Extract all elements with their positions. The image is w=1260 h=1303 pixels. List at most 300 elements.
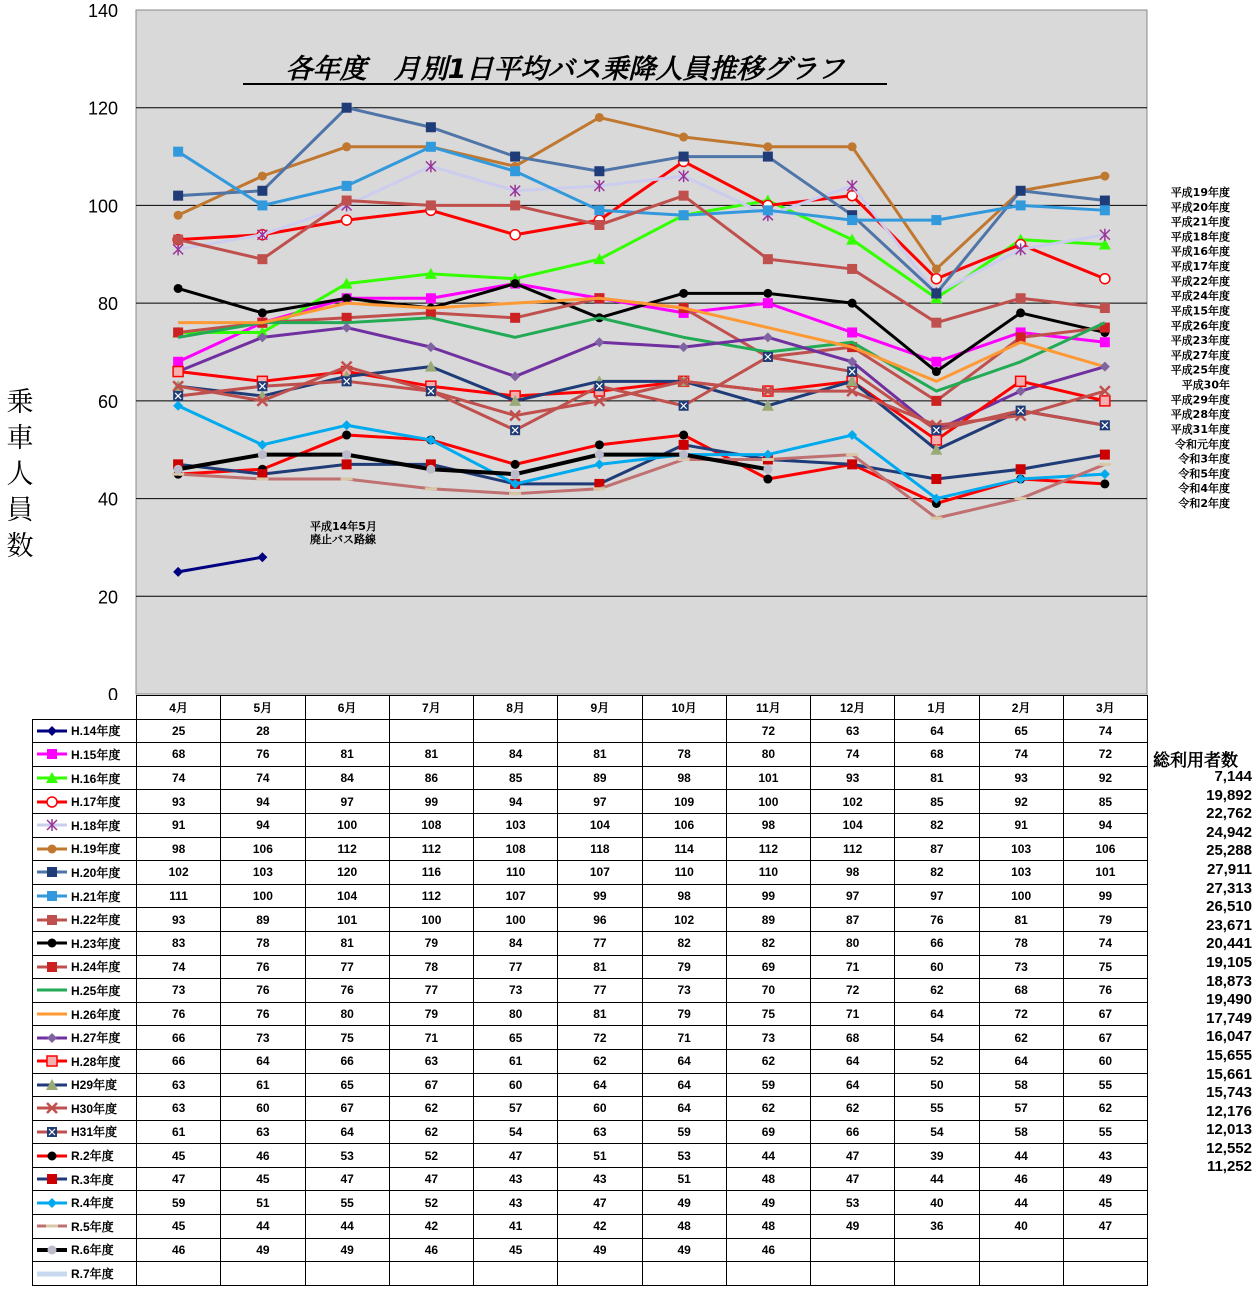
table-cell: 81 xyxy=(305,743,389,767)
table-cell: 107 xyxy=(558,861,642,885)
data-point xyxy=(256,478,268,481)
table-cell: 93 xyxy=(979,766,1063,790)
table-cell: 62 xyxy=(895,979,979,1003)
right-series-label: 平成27年度 xyxy=(1170,348,1230,362)
data-point xyxy=(173,235,183,245)
legend-entry xyxy=(33,884,137,908)
table-cell: 100 xyxy=(979,884,1063,908)
y-tick-label: 100 xyxy=(87,196,118,217)
table-cell: 76 xyxy=(305,979,389,1003)
table-cell: 44 xyxy=(305,1215,389,1239)
table-row xyxy=(33,743,1148,767)
y-axis-label-char: 人 xyxy=(6,459,34,490)
table-cell: 112 xyxy=(305,837,389,861)
table-cell: 102 xyxy=(811,790,895,814)
table-cell: 57 xyxy=(979,1097,1063,1121)
table-row xyxy=(33,1238,1148,1262)
table-cell: 67 xyxy=(389,1073,473,1097)
table-cell: 49 xyxy=(811,1215,895,1239)
table-cell: 46 xyxy=(389,1238,473,1262)
month-header: 5月 xyxy=(221,696,305,720)
data-point xyxy=(931,318,941,328)
month-header: 2月 xyxy=(979,696,1063,720)
right-series-label: 令和2年度 xyxy=(1178,497,1230,510)
table-cell: 84 xyxy=(474,931,558,955)
table-cell: 45 xyxy=(137,1144,221,1168)
table-cell: 83 xyxy=(137,931,221,955)
table-cell: 44 xyxy=(979,1191,1063,1215)
legend-label: R.5年度 xyxy=(71,1219,114,1234)
data-point xyxy=(510,200,520,210)
month-header: 12月 xyxy=(811,696,895,720)
table-cell: 72 xyxy=(979,1002,1063,1026)
table-cell: 64 xyxy=(642,1049,726,1073)
table-cell: 66 xyxy=(137,1049,221,1073)
total-value: 11,252 xyxy=(1206,1158,1252,1176)
table-row xyxy=(33,1002,1148,1026)
data-point xyxy=(932,367,941,376)
table-cell: 59 xyxy=(642,1120,726,1144)
legend-key xyxy=(35,772,69,784)
data-point xyxy=(763,475,772,484)
total-value: 27,313 xyxy=(1206,879,1252,897)
table-cell: 57 xyxy=(474,1097,558,1121)
table-cell xyxy=(305,1262,389,1286)
legend-entry xyxy=(33,955,137,979)
data-point xyxy=(595,440,604,449)
table-cell: 76 xyxy=(895,908,979,932)
table-cell: 63 xyxy=(137,1097,221,1121)
y-tick-label: 80 xyxy=(97,294,118,315)
table-cell: 106 xyxy=(642,813,726,837)
table-cell: 59 xyxy=(137,1191,221,1215)
table-row xyxy=(33,1144,1148,1168)
table-cell: 62 xyxy=(726,1097,810,1121)
table-row xyxy=(33,1073,1148,1097)
data-point xyxy=(257,254,267,264)
table-cell: 112 xyxy=(726,837,810,861)
table-cell: 110 xyxy=(474,861,558,885)
table-cell: 67 xyxy=(1063,1026,1147,1050)
right-series-label: 平成16年度 xyxy=(1170,245,1230,259)
legend-key xyxy=(35,1150,69,1162)
table-cell: 74 xyxy=(1063,931,1147,955)
data-point xyxy=(679,191,689,201)
table-cell: 46 xyxy=(221,1144,305,1168)
annotation-text: 平成14年5月 xyxy=(310,520,377,533)
data-point xyxy=(1100,172,1109,181)
table-cell: 53 xyxy=(305,1144,389,1168)
y-tick-label: 20 xyxy=(97,587,118,608)
table-cell: 77 xyxy=(305,955,389,979)
table-cell: 49 xyxy=(221,1238,305,1262)
total-value: 23,671 xyxy=(1206,916,1252,934)
data-point xyxy=(47,867,57,877)
data-point xyxy=(258,450,267,459)
right-series-label: 令和元年度 xyxy=(1175,437,1230,451)
table-cell: 72 xyxy=(1063,743,1147,767)
data-point xyxy=(426,465,435,474)
totals-column xyxy=(1150,768,1252,1177)
data-point xyxy=(1100,479,1109,488)
table-cell: 43 xyxy=(558,1167,642,1191)
annotation-text: 廃止バス路線 xyxy=(310,533,376,546)
table-cell xyxy=(726,1262,810,1286)
table-cell: 99 xyxy=(726,884,810,908)
table-cell: 41 xyxy=(474,1215,558,1239)
table-cell: 60 xyxy=(221,1097,305,1121)
table-row xyxy=(33,931,1148,955)
table-row xyxy=(33,1049,1148,1073)
table-cell: 76 xyxy=(1063,979,1147,1003)
table-cell: 75 xyxy=(726,1002,810,1026)
data-point xyxy=(594,220,604,230)
table-cell xyxy=(389,1262,473,1286)
legend-label: H.27年度 xyxy=(71,1031,121,1046)
table-cell: 48 xyxy=(642,1215,726,1239)
table-cell: 100 xyxy=(389,908,473,932)
total-value: 19,490 xyxy=(1206,991,1252,1009)
table-cell: 63 xyxy=(558,1120,642,1144)
table-cell: 103 xyxy=(979,861,1063,885)
table-cell: 61 xyxy=(221,1073,305,1097)
table-cell: 72 xyxy=(726,719,810,743)
table-row xyxy=(33,884,1148,908)
data-point xyxy=(511,470,520,479)
legend-label: H31年度 xyxy=(71,1125,118,1140)
total-value: 17,749 xyxy=(1206,1009,1252,1027)
table-cell: 92 xyxy=(1063,766,1147,790)
right-series-label: 平成20年度 xyxy=(1170,200,1230,214)
table-cell: 52 xyxy=(389,1144,473,1168)
table-cell: 111 xyxy=(137,884,221,908)
table-cell: 81 xyxy=(558,955,642,979)
legend-label: H.24年度 xyxy=(71,960,121,975)
data-point xyxy=(847,459,857,469)
table-cell: 112 xyxy=(389,837,473,861)
legend-key xyxy=(35,1032,69,1044)
table-cell: 64 xyxy=(305,1120,389,1144)
table-cell: 99 xyxy=(558,884,642,908)
data-point xyxy=(763,298,773,308)
legend-label: H.28年度 xyxy=(71,1054,121,1069)
total-value: 26,510 xyxy=(1206,898,1252,916)
data-point xyxy=(257,186,267,196)
y-tick-label: 0 xyxy=(107,685,118,700)
table-cell: 98 xyxy=(137,837,221,861)
data-point xyxy=(48,939,57,948)
table-cell: 45 xyxy=(474,1238,558,1262)
table-cell xyxy=(137,1262,221,1286)
table-cell: 82 xyxy=(895,813,979,837)
table-row xyxy=(33,813,1148,837)
table-cell: 55 xyxy=(1063,1120,1147,1144)
legend-entry xyxy=(33,1002,137,1026)
legend-label: H.21年度 xyxy=(71,889,121,904)
data-point xyxy=(932,264,941,273)
table-cell xyxy=(811,1238,895,1262)
table-cell: 78 xyxy=(979,931,1063,955)
table-cell: 71 xyxy=(811,1002,895,1026)
data-point xyxy=(1100,450,1110,460)
table-cell: 98 xyxy=(811,861,895,885)
table-cell: 64 xyxy=(558,1073,642,1097)
right-series-label: 平成19年度 xyxy=(1170,186,1230,199)
table-cell: 79 xyxy=(642,1002,726,1026)
total-value: 27,911 xyxy=(1206,860,1252,878)
total-value: 19,892 xyxy=(1206,786,1252,804)
right-series-label: 平成17年度 xyxy=(1170,260,1230,274)
data-point xyxy=(48,844,57,853)
table-cell: 99 xyxy=(1063,884,1147,908)
table-cell: 69 xyxy=(726,1120,810,1144)
table-row xyxy=(33,1191,1148,1215)
table-cell: 77 xyxy=(558,931,642,955)
table-cell xyxy=(979,1262,1063,1286)
table-cell: 47 xyxy=(137,1167,221,1191)
table-cell: 43 xyxy=(474,1167,558,1191)
table-cell: 44 xyxy=(221,1215,305,1239)
legend-entry xyxy=(33,1144,137,1168)
table-cell: 73 xyxy=(221,1026,305,1050)
data-point xyxy=(46,1225,58,1228)
legend-entry xyxy=(33,766,137,790)
table-cell: 98 xyxy=(642,766,726,790)
table-cell: 47 xyxy=(305,1167,389,1191)
data-point xyxy=(1099,463,1111,466)
table-cell: 64 xyxy=(811,1073,895,1097)
data-point xyxy=(48,1151,57,1160)
table-cell: 43 xyxy=(1063,1144,1147,1168)
table-cell: 67 xyxy=(1063,1002,1147,1026)
data-point xyxy=(1016,308,1025,317)
table-cell: 81 xyxy=(979,908,1063,932)
table-cell: 110 xyxy=(726,861,810,885)
data-point xyxy=(1100,205,1110,215)
legend-label: H.14年度 xyxy=(71,724,121,739)
table-cell: 60 xyxy=(1063,1049,1147,1073)
legend-entry xyxy=(33,813,137,837)
table-cell: 51 xyxy=(221,1191,305,1215)
table-cell: 87 xyxy=(811,908,895,932)
month-header: 6月 xyxy=(305,696,389,720)
data-point xyxy=(342,103,352,113)
plot-area xyxy=(136,10,1147,694)
table-cell: 65 xyxy=(474,1026,558,1050)
table-cell: 73 xyxy=(642,979,726,1003)
table-cell: 106 xyxy=(221,837,305,861)
table-cell: 112 xyxy=(811,837,895,861)
table-row xyxy=(33,1167,1148,1191)
table-cell: 81 xyxy=(305,931,389,955)
data-point xyxy=(174,211,183,220)
table-cell xyxy=(895,1238,979,1262)
table-cell: 81 xyxy=(389,743,473,767)
data-point xyxy=(679,450,688,459)
legend-key xyxy=(35,1244,69,1256)
table-cell: 65 xyxy=(305,1073,389,1097)
table-cell xyxy=(979,1238,1063,1262)
table-cell: 81 xyxy=(558,743,642,767)
table-cell: 68 xyxy=(895,743,979,767)
data-point xyxy=(763,152,773,162)
legend-label: H.19年度 xyxy=(71,842,121,857)
table-cell: 49 xyxy=(1063,1167,1147,1191)
table-cell: 76 xyxy=(137,1002,221,1026)
table-cell: 73 xyxy=(474,979,558,1003)
table-cell: 66 xyxy=(137,1026,221,1050)
data-point xyxy=(1016,200,1026,210)
y-axis-label-char: 乗 xyxy=(6,387,34,418)
legend-entry xyxy=(33,908,137,932)
table-row xyxy=(33,979,1148,1003)
right-series-label: 平成23年度 xyxy=(1170,334,1230,348)
table-row xyxy=(33,1262,1148,1286)
table-cell: 36 xyxy=(895,1215,979,1239)
table-cell: 62 xyxy=(811,1097,895,1121)
month-header: 11月 xyxy=(726,696,810,720)
table-row xyxy=(33,1097,1148,1121)
right-series-label: 平成30年 xyxy=(1181,378,1230,392)
data-point xyxy=(930,517,942,520)
table-cell: 66 xyxy=(895,931,979,955)
table-cell: 62 xyxy=(726,1049,810,1073)
data-point xyxy=(763,254,773,264)
table-cell: 71 xyxy=(642,1026,726,1050)
table-cell xyxy=(389,719,473,743)
legend-entry xyxy=(33,719,137,743)
table-row xyxy=(33,1215,1148,1239)
table-cell: 102 xyxy=(642,908,726,932)
data-point xyxy=(47,1056,57,1066)
table-cell: 62 xyxy=(389,1120,473,1144)
table-cell xyxy=(474,719,558,743)
data-point xyxy=(510,230,520,240)
table-cell: 47 xyxy=(1063,1215,1147,1239)
table-cell: 101 xyxy=(726,766,810,790)
data-point xyxy=(342,450,351,459)
data-point xyxy=(257,200,267,210)
table-cell: 93 xyxy=(137,908,221,932)
table-cell: 68 xyxy=(137,743,221,767)
data-point xyxy=(679,210,689,220)
total-value: 16,047 xyxy=(1206,1028,1252,1046)
total-value: 12,013 xyxy=(1206,1121,1252,1139)
table-cell: 54 xyxy=(474,1120,558,1144)
table-row xyxy=(33,837,1148,861)
table-cell: 58 xyxy=(979,1073,1063,1097)
table-cell: 74 xyxy=(979,743,1063,767)
table-cell: 114 xyxy=(642,837,726,861)
table-cell: 98 xyxy=(726,813,810,837)
table-cell: 96 xyxy=(558,908,642,932)
table-cell: 52 xyxy=(895,1049,979,1073)
month-header: 1月 xyxy=(895,696,979,720)
table-cell: 54 xyxy=(895,1026,979,1050)
table-cell: 100 xyxy=(474,908,558,932)
table-cell: 77 xyxy=(474,955,558,979)
table-cell: 94 xyxy=(221,813,305,837)
data-point xyxy=(48,1245,57,1254)
table-cell: 104 xyxy=(811,813,895,837)
table-cell: 74 xyxy=(1063,719,1147,743)
table-cell: 82 xyxy=(642,931,726,955)
table-cell: 42 xyxy=(558,1215,642,1239)
table-cell: 75 xyxy=(1063,955,1147,979)
table-cell: 55 xyxy=(895,1097,979,1121)
data-point xyxy=(679,431,688,440)
data-point xyxy=(511,279,520,288)
data-point xyxy=(342,459,352,469)
table-cell: 100 xyxy=(726,790,810,814)
table-cell: 63 xyxy=(221,1120,305,1144)
legend-label: R.6年度 xyxy=(71,1243,114,1258)
data-point xyxy=(511,460,520,469)
table-cell: 92 xyxy=(979,790,1063,814)
data-point xyxy=(342,294,351,303)
legend-label: H.26年度 xyxy=(71,1007,121,1022)
data-point xyxy=(509,492,521,495)
data-point xyxy=(47,726,57,736)
legend-key xyxy=(35,984,69,996)
table-cell: 76 xyxy=(221,955,305,979)
table-cell xyxy=(474,1262,558,1286)
table-cell: 50 xyxy=(895,1073,979,1097)
data-point xyxy=(258,308,267,317)
table-row xyxy=(33,766,1148,790)
table-cell: 68 xyxy=(979,979,1063,1003)
table-cell: 53 xyxy=(642,1144,726,1168)
data-point xyxy=(1100,274,1110,284)
data-point xyxy=(342,181,352,191)
table-cell: 66 xyxy=(811,1120,895,1144)
table-cell: 46 xyxy=(726,1238,810,1262)
table-row xyxy=(33,1120,1148,1144)
table-cell: 51 xyxy=(642,1167,726,1191)
table-row xyxy=(33,908,1148,932)
table-cell: 120 xyxy=(305,861,389,885)
y-axis-label xyxy=(2,385,38,565)
table-cell: 49 xyxy=(558,1238,642,1262)
table-row xyxy=(33,955,1148,979)
table-cell: 89 xyxy=(726,908,810,932)
data-point xyxy=(174,465,183,474)
table-cell: 108 xyxy=(389,813,473,837)
data-point xyxy=(931,435,941,445)
table-cell: 85 xyxy=(474,766,558,790)
table-row xyxy=(33,719,1148,743)
legend-entry xyxy=(33,861,137,885)
table-cell: 63 xyxy=(137,1073,221,1097)
legend-label: R.7年度 xyxy=(71,1267,114,1282)
total-value: 12,552 xyxy=(1206,1139,1252,1157)
legend-label: H29年度 xyxy=(71,1078,118,1093)
right-series-label: 平成31年度 xyxy=(1170,422,1230,436)
table-cell: 66 xyxy=(305,1049,389,1073)
table-cell: 80 xyxy=(305,1002,389,1026)
table-cell: 84 xyxy=(474,743,558,767)
month-header: 4月 xyxy=(137,696,221,720)
table-cell: 44 xyxy=(726,1144,810,1168)
legend-key xyxy=(35,1079,69,1091)
table-cell: 100 xyxy=(305,813,389,837)
table-cell: 80 xyxy=(811,931,895,955)
data-point xyxy=(342,196,352,206)
total-value: 20,441 xyxy=(1206,935,1252,953)
table-cell: 70 xyxy=(726,979,810,1003)
table-cell: 102 xyxy=(137,861,221,885)
table-cell: 89 xyxy=(558,766,642,790)
